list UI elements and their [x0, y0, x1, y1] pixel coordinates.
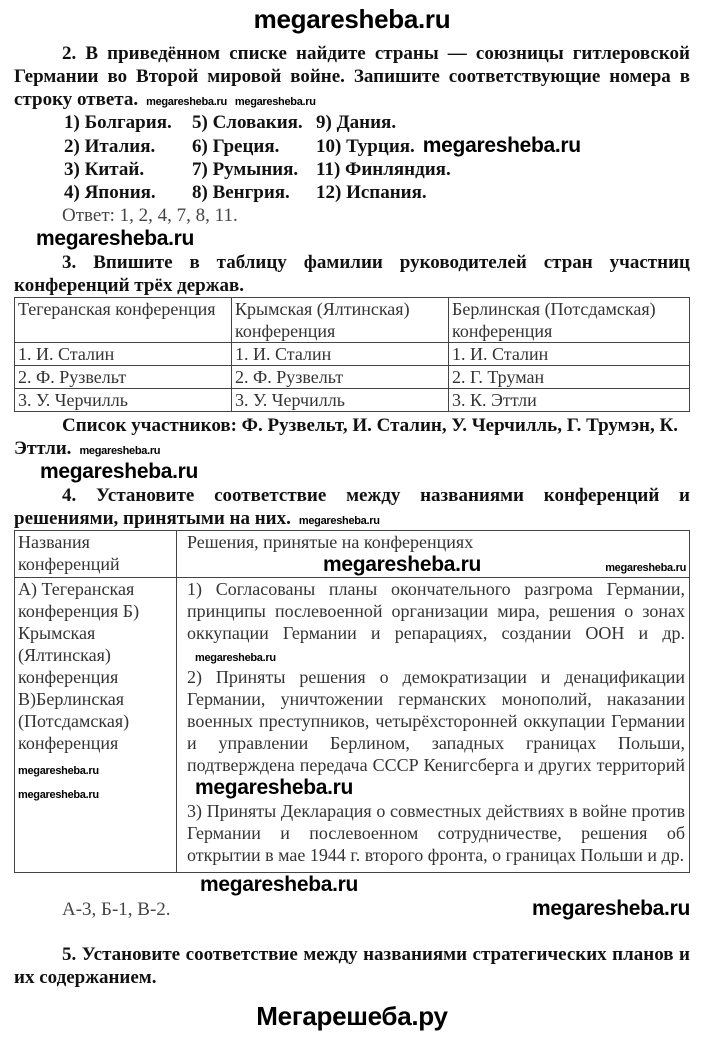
cell: 3. У. Черчилль — [15, 389, 232, 412]
options-row — [64, 134, 690, 158]
option: 11) Финляндия. — [316, 159, 451, 180]
options-row — [64, 158, 690, 181]
header-watermarks — [187, 553, 686, 577]
conferences-column — [15, 578, 177, 873]
option: 7) Румыния. — [192, 159, 299, 180]
q2-options — [64, 111, 690, 204]
cell: 3. К. Эттли — [449, 389, 690, 412]
option: 10) Турция. — [316, 136, 415, 157]
watermark: megaresheba.ru — [195, 652, 276, 664]
watermark: megaresheba.ru — [234, 96, 316, 108]
q5-text: 5. Установите соответствие между названиями стратегических планов и их содержанием. — [14, 944, 690, 988]
site-footer[interactable]: Мегарешеба.ру — [256, 1001, 448, 1031]
cell: 1. И. Сталин — [15, 343, 232, 366]
watermark: megaresheba.ru — [200, 873, 359, 896]
option: 3) Китай. — [64, 159, 145, 180]
watermark: megaresheba.ru — [195, 776, 354, 799]
option: 5) Словакия. — [192, 112, 303, 133]
watermark: megaresheba.ru — [18, 765, 99, 777]
cell: 2. Ф. Рузвельт — [232, 366, 449, 389]
q4-answer: А-3, Б-1, В-2. — [62, 899, 171, 920]
cell: 1. И. Сталин — [232, 343, 449, 366]
decision-block — [187, 578, 685, 666]
cell: 1. И. Сталин — [449, 343, 690, 366]
q4-text: 4. Установите соответствие между названиями конференций и решениями, принятыми на них. — [14, 485, 690, 529]
cell: 2. Г. Труман — [449, 366, 690, 389]
header-cell: Крымская (Ялтинская) конференция — [232, 298, 449, 343]
q3-text: 3. Впишите в таблицу фамилии руководителей стран участниц конференций трёх держав. — [14, 252, 690, 296]
q2-block — [14, 42, 690, 111]
decisions-cell — [177, 578, 690, 873]
option: 12) Испания. — [316, 182, 427, 203]
cell: 2. Ф. Рузвельт — [15, 366, 232, 389]
cell: 3. У. Черчилль — [232, 389, 449, 412]
watermark: megaresheba.ru — [531, 897, 690, 920]
watermark: megaresheba.ru — [422, 134, 581, 157]
q3-participants-block — [14, 414, 690, 460]
q3-table — [14, 297, 690, 412]
watermark: megaresheba.ru — [79, 445, 161, 457]
option: 6) Греция. — [192, 136, 280, 157]
watermark: megaresheba.ru — [40, 460, 199, 483]
watermark: megaresheba.ru — [18, 789, 99, 801]
watermark: megaresheba.ru — [323, 553, 482, 576]
option: 2) Италия. — [64, 136, 156, 157]
watermark: megaresheba.ru — [146, 96, 227, 108]
option: 1) Болгария. — [64, 112, 172, 133]
options-row — [64, 111, 690, 134]
q2-text: 2. В приведённом списке найдите страны — союзницы гитлеровской Германии во Второй мировой войне. Запишите соответствующие номера в строку ответа. — [14, 43, 690, 110]
watermark: megaresheba.ru — [298, 515, 380, 527]
option: 4) Япония. — [64, 182, 156, 203]
decision: 3) Приняты Декларация о совместных действиях в войне против Германии и послевоенном сотрудничестве, решения об открытии в мае 1944 г. второго фронта, о границах Польши и др. — [187, 801, 685, 865]
watermark: megaresheba.ru — [605, 562, 686, 574]
header-cell: Берлинская (Потсдамская) конференция — [449, 298, 690, 343]
watermark: megaresheba.ru — [36, 227, 195, 250]
header-cell: Названия конференций — [15, 531, 177, 578]
header-cell: Тегеранская конференция — [15, 298, 232, 343]
option: 9) Дания. — [316, 112, 397, 133]
q2-answer: Ответ: 1, 2, 4, 7, 8, 11. — [62, 205, 238, 226]
options-row — [64, 181, 690, 204]
q4-answer-row — [62, 897, 690, 921]
q4-table — [14, 530, 690, 873]
site-header[interactable]: megaresheba.ru — [253, 4, 451, 34]
decision: 2) Приняты решения о демократизации и денацификации Германии, уничтожении германских монополий, наказании военных преступников, четырёхсторонней оккупации Германии и управлении Берлином, западных границах Польши, подтверждена передача СССР Кенигсберга и других территорий — [187, 667, 685, 775]
header-cell-decisions — [177, 531, 690, 578]
header-cell: Решения, принятые на конференциях — [187, 532, 474, 552]
decision-block — [187, 666, 685, 800]
q4-block — [14, 484, 690, 530]
q3-participants: Список участников: Ф. Рузвельт, И. Сталин, У. Черчилль, Г. Трумэн, К. Эттли. — [14, 415, 679, 459]
decision: 1) Согласованы планы окончательного разгрома Германии, принципы послевоенной организации мира, решения о зонах оккупации Германии и репарациях, создании ООН и др. — [187, 579, 685, 643]
conferences-cell: А) Тегеранская конференция Б) Крымская (Ялтинская) конференция В)Берлинская (Потсдамская) конференция — [18, 579, 140, 753]
option: 8) Венгрия. — [192, 182, 290, 203]
